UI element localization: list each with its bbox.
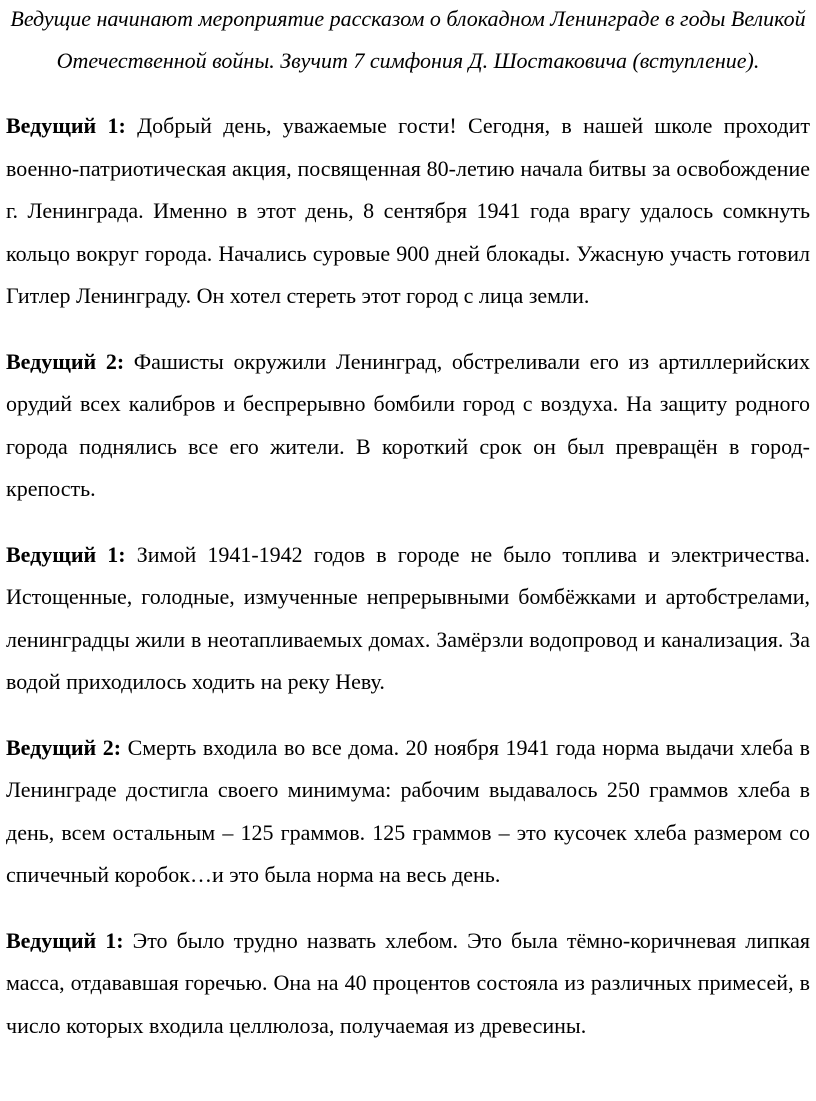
paragraph-3 [6, 534, 810, 704]
intro-stage-direction: Ведущие начинают мероприятие рассказом о блокадном Ленинграде в годы Великой Отечественной войны. Звучит 7 симфония Д. Шостаковича (вступление). [10, 6, 806, 73]
paragraph-text: Смерть входила во все дома. 20 ноября 1941 года норма выдачи хлеба в Ленинграде достигла своего минимума: рабочим выдавалось 250 граммов хлеба в день, всем остальным – 125 граммов. 125 граммов – это кусочек хлеба размером со спичечный коробок…и это была норма на весь день. [6, 734, 811, 887]
paragraph-text: Добрый день, уважаемые гости! Сегодня, в нашей школе проходит военно-патриотическая акция, посвященная 80-летию начала битвы за освобождение г. Ленинграда. Именно в этот день, 8 сентября 1941 года врагу удалось сомкнуть кольцо вокруг города. Начались суровые 900 дней блокады. Ужасную участь готовил Гитлер Ленинграду. Он хотел стереть этот город с лица земли. [6, 113, 811, 308]
paragraph-text: Зимой 1941-1942 годов в городе не было топлива и электричества. Истощенные, голодные, измученные непрерывными бомбёжками и артобстрелами, ленинградцы жили в неотапливаемых домах. Замёрзли водопровод и канализация. За водой приходилось ходить на реку Неву. [6, 541, 810, 694]
paragraph-2 [6, 341, 810, 511]
paragraph-text: Это было трудно назвать хлебом. Это была тёмно-коричневая липкая масса, отдававшая горечью. Она на 40 процентов состояла из различных примесей, в число которых входила целлюлоза, получаемая из древесины. [6, 927, 810, 1038]
speaker-label: Ведущий 2: [6, 734, 122, 760]
speaker-label: Ведущий 1: [6, 113, 126, 138]
paragraph-5 [6, 920, 810, 1048]
paragraph-text: Фашисты окружили Ленинград, обстреливали его из артиллерийских орудий всех калибров и беспрерывно бомбили город с воздуха. На защиту родного города поднялись все его жители. В короткий срок он был превращён в город-крепость. [6, 348, 811, 501]
speaker-label: Ведущий 1: [6, 927, 124, 953]
paragraph-4 [6, 727, 810, 897]
speaker-label: Ведущий 1: [6, 541, 126, 567]
paragraph-1 [6, 105, 810, 318]
speaker-label: Ведущий 2: [6, 348, 125, 374]
